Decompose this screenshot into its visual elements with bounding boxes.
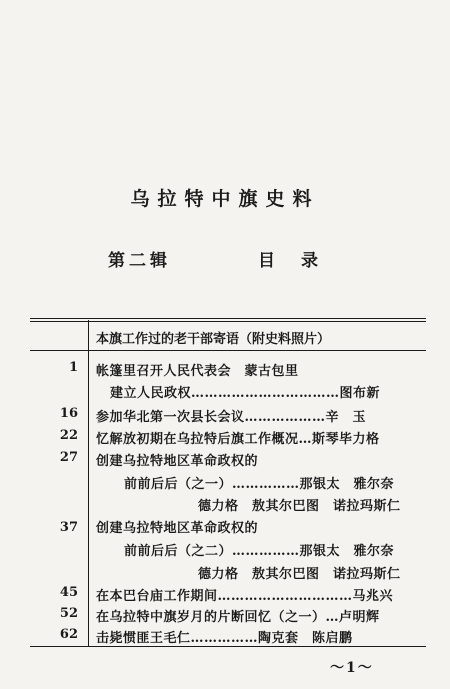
bottom-rule: [30, 646, 426, 647]
issue-label: 第二辑: [108, 251, 171, 271]
entry-page: 16: [59, 406, 78, 421]
entry-line: 创建乌拉特地区革命政权的: [96, 521, 259, 536]
entry-line: 在乌拉特中旗岁月的片断回忆（之一）…卢明辉: [96, 610, 380, 625]
column-divider: [88, 320, 89, 646]
entry-page: 22: [59, 428, 78, 443]
entry-line: 参加华北第一次县长会议………………辛 玉: [96, 410, 367, 425]
entry-line: 建立人民政权……………………………图布新: [110, 386, 381, 401]
entry-line: 前前后后（之一）……………那银太 雅尔奈: [124, 477, 395, 492]
toc-header: 本旗工作过的老干部寄语（附史料照片）: [96, 332, 331, 347]
entry-line: 忆解放初期在乌拉特后旗工作概况…斯琴毕力格: [96, 432, 380, 447]
header-rule: [30, 350, 426, 351]
entry-page: 1: [68, 360, 78, 375]
entry-line: 德力格 敖其尔巴图 诺拉玛斯仁: [198, 567, 401, 582]
toc-label: 目录: [258, 251, 344, 271]
entry-line: 击毙惯匪王毛仁……………陶克套 陈启鹏: [96, 631, 353, 646]
entry-page: 27: [59, 450, 78, 465]
entry-page: 52: [59, 606, 78, 621]
entry-page: 62: [59, 627, 78, 642]
top-rule-double: [30, 321, 426, 322]
entry-line: 创建乌拉特地区革命政权的: [96, 454, 259, 469]
entry-page: 45: [59, 585, 78, 600]
entry-line: 前前后后（之二）……………那银太 雅尔奈: [124, 544, 395, 559]
page-number: ～1～: [330, 660, 374, 676]
book-title: 乌拉特中旗史料: [130, 188, 320, 210]
entry-line: 在本巴台庙工作期间…………………………马兆兴: [96, 589, 394, 604]
entry-line: 德力格 敖其尔巴图 诺拉玛斯仁: [198, 499, 401, 514]
entry-page: 37: [59, 520, 78, 535]
entry-line: 帐篷里召开人民代表会 蒙古包里: [96, 364, 299, 379]
top-rule: [30, 318, 426, 319]
